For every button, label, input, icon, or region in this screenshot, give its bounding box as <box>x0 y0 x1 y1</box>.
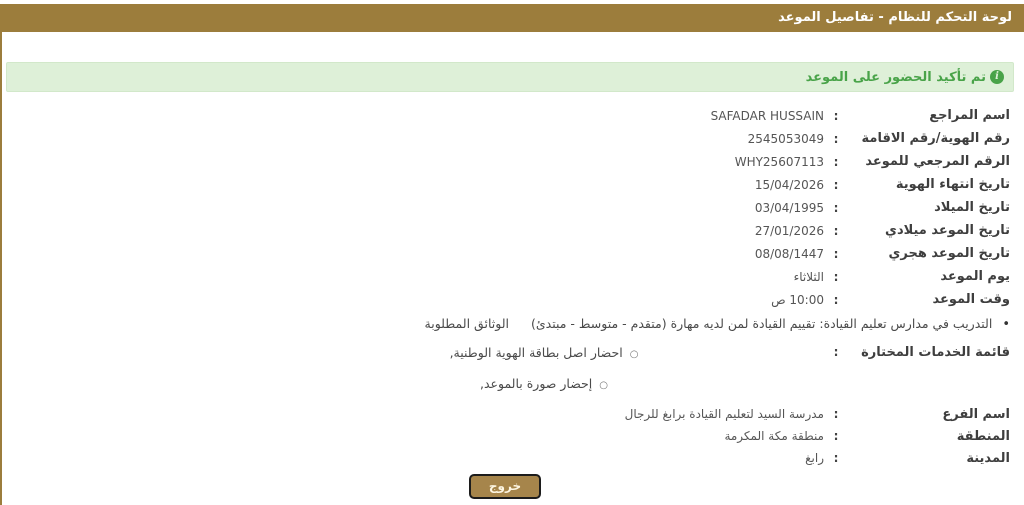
field-value: SAFADAR HUSSAIN <box>710 108 824 123</box>
required-docs-title: الوثائق المطلوبة <box>424 316 509 331</box>
colon-separator: : <box>833 200 839 215</box>
field-row-birth-date <box>0 196 1010 219</box>
field-label: قائمة الخدمات المختارة <box>861 345 1010 360</box>
colon-separator: : <box>833 451 839 465</box>
document-item <box>264 337 824 368</box>
field-value: 2545053049 <box>747 131 824 146</box>
document-item <box>264 368 824 399</box>
colon-separator: : <box>833 108 839 123</box>
colon-separator: : <box>833 223 839 238</box>
bullet-circle-icon: ○ <box>599 380 608 391</box>
field-value: 10:00 ص <box>771 292 824 307</box>
colon-separator: : <box>833 131 839 146</box>
field-value: منطقة مكة المكرمة <box>724 429 824 443</box>
field-row-region <box>0 425 1010 447</box>
required-documents-list <box>264 337 824 399</box>
field-row-appointment-date-hijri <box>0 242 1010 265</box>
field-row-appointment-day <box>0 265 1010 288</box>
page-header-bar <box>0 4 1024 32</box>
bullet-circle-icon: ○ <box>629 349 639 360</box>
colon-separator: : <box>833 429 839 443</box>
field-value: 08/08/1447 <box>754 246 824 261</box>
field-label: يوم الموعد <box>940 269 1010 284</box>
colon-separator: : <box>833 292 839 307</box>
bullet-disc-icon: • <box>1002 317 1010 332</box>
colon-separator: : <box>833 177 839 192</box>
field-row-appointment-time <box>0 288 1010 311</box>
colon-separator: : <box>833 269 839 284</box>
colon-separator: : <box>833 407 839 421</box>
field-label: المنطقة <box>956 428 1010 444</box>
field-label: تاريخ الموعد هجري <box>888 246 1010 261</box>
field-value: مدرسة السيد لتعليم القيادة برابغ للرجال <box>624 407 824 421</box>
field-label: اسم الفرع <box>942 406 1010 422</box>
document-text: إحضار صورة بالموعد, <box>480 376 593 391</box>
colon-separator: : <box>833 246 839 261</box>
service-main-item <box>0 311 1010 337</box>
info-icon: i <box>990 70 1004 84</box>
field-value: 15/04/2026 <box>754 177 824 192</box>
field-value: الثلاثاء <box>793 269 824 284</box>
branch-info-section <box>0 403 1010 469</box>
footer-actions <box>0 474 1010 499</box>
field-label: رقم الهوية/رقم الاقامة <box>861 131 1010 146</box>
field-row-selected-services <box>0 337 1010 399</box>
confirmation-banner <box>6 62 1014 92</box>
field-row-city <box>0 447 1010 469</box>
document-text: احضار اصل بطاقة الهوية الوطنية, <box>449 345 623 360</box>
field-row-id-number <box>0 127 1010 150</box>
field-row-id-expiry-date <box>0 173 1010 196</box>
field-row-branch-name <box>0 403 1010 425</box>
page-title: لوحة التحكم للنظام - تفاصيل الموعد <box>778 10 1012 25</box>
field-label: اسم المراجع <box>929 108 1010 123</box>
field-value: 27/01/2026 <box>754 223 824 238</box>
field-value: 03/04/1995 <box>754 200 824 215</box>
field-label: تاريخ انتهاء الهوية <box>895 177 1010 192</box>
field-label: وقت الموعد <box>932 292 1010 307</box>
exit-button[interactable]: خروج <box>469 474 541 499</box>
field-row-appointment-reference <box>0 150 1010 173</box>
field-value: WHY25607113 <box>734 154 824 169</box>
field-label: تاريخ الموعد ميلادي <box>885 223 1010 238</box>
page-left-border <box>0 32 2 505</box>
field-row-visitor-name <box>0 104 1010 127</box>
field-label: المدينة <box>966 450 1010 466</box>
appointment-details-form <box>0 104 1024 499</box>
confirmation-message: تم تأكيد الحضور على الموعد <box>805 69 986 85</box>
service-main-text: التدريب في مدارس تعليم القيادة: تقييم القيادة لمن لديه مهارة (متقدم - متوسط - مبتدئ) <box>530 316 993 331</box>
field-label: الرقم المرجعي للموعد <box>865 154 1010 169</box>
field-label: تاريخ الميلاد <box>934 200 1010 215</box>
colon-separator: : <box>833 345 839 359</box>
field-value: رابغ <box>805 451 824 465</box>
colon-separator: : <box>833 154 839 169</box>
field-row-appointment-date-gregorian <box>0 219 1010 242</box>
